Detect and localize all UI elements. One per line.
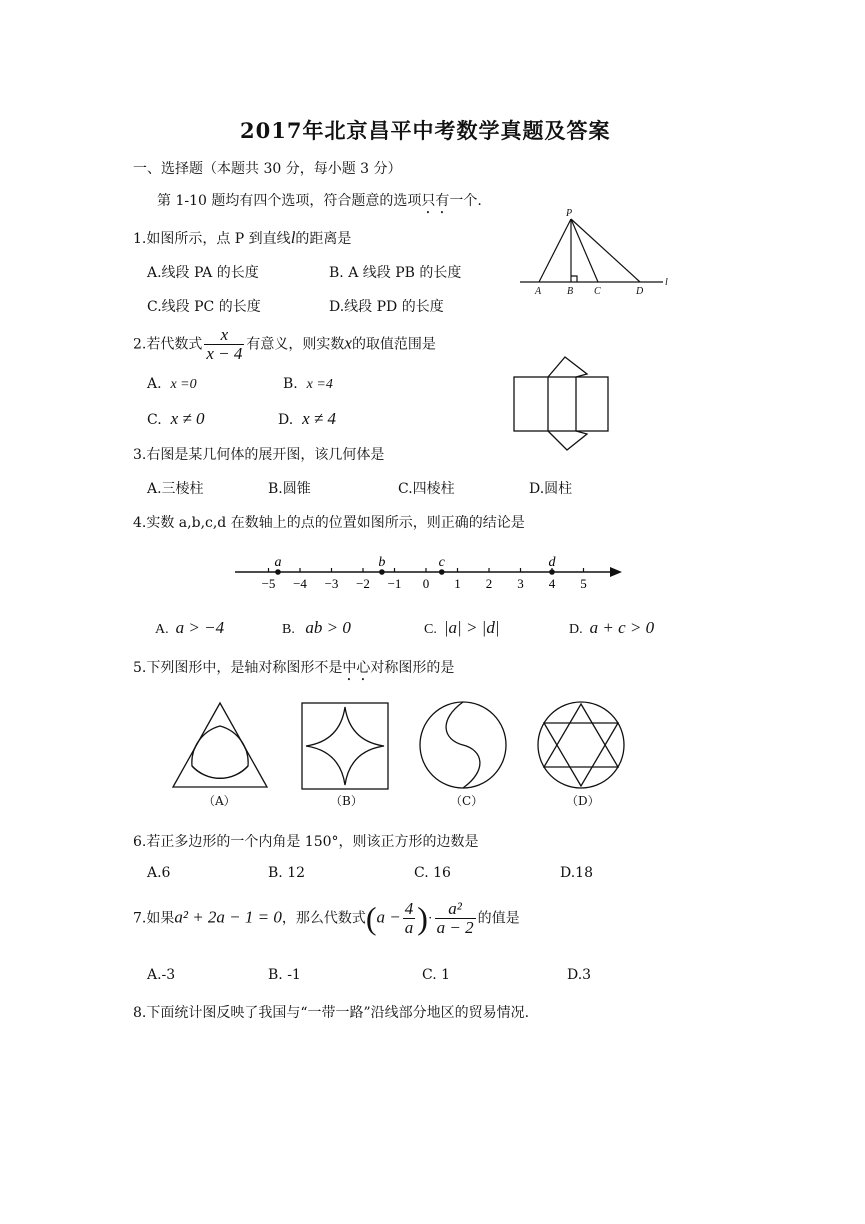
label-d: D bbox=[636, 286, 644, 297]
point-a bbox=[275, 569, 281, 575]
label-l: l bbox=[665, 277, 668, 288]
q1-figure bbox=[515, 205, 675, 300]
q1-option-b: B. A 线段 PB 的长度 bbox=[329, 265, 462, 281]
q2-option-b: B. x =4 bbox=[283, 376, 333, 392]
q2-option-c: C. x ≠ 0 bbox=[147, 409, 205, 428]
q2-frac-den: x − 4 bbox=[206, 344, 243, 363]
net-rect bbox=[514, 377, 608, 431]
label-b: B bbox=[567, 286, 574, 297]
axis-tick-label: 4 bbox=[548, 576, 556, 591]
q3-stem: 3.右图是某几何体的展开图，该几何体是 bbox=[133, 447, 385, 463]
q3-option-b: B.圆锥 bbox=[268, 481, 311, 497]
hexagram-up bbox=[544, 704, 618, 767]
q1-option-a: A.线段 PA 的长度 bbox=[147, 265, 259, 281]
axis-tick-label: 0 bbox=[422, 576, 430, 591]
segment-pa bbox=[539, 219, 571, 282]
reuleaux-arcs bbox=[192, 726, 248, 778]
q5-label-d: （D） bbox=[566, 794, 600, 808]
label-a: A bbox=[535, 286, 542, 297]
label-c: C bbox=[594, 286, 601, 297]
q3-net-figure bbox=[510, 352, 615, 437]
q1-option-c: C.线段 PC 的长度 bbox=[147, 299, 261, 315]
q3-option-a: A.三棱柱 bbox=[147, 481, 204, 497]
q3-option-c: C.四棱柱 bbox=[398, 481, 455, 497]
q7-expr-a: a − bbox=[376, 907, 401, 927]
q6-option-c: C. 16 bbox=[414, 865, 451, 881]
point-label-b: b bbox=[378, 555, 386, 570]
right-angle-mark bbox=[571, 276, 577, 282]
axis-tick-label: 2 bbox=[485, 576, 493, 591]
q2-stem-post: 的取值范围是 bbox=[351, 336, 436, 353]
section-header: 一、选择题（本题共 30 分，每小题 3 分） bbox=[133, 161, 402, 177]
net-bottom-triangle bbox=[548, 431, 587, 450]
hexagram-down bbox=[544, 723, 618, 786]
q7-dot: · bbox=[427, 911, 433, 927]
axis-tick-label: −5 bbox=[261, 576, 276, 591]
axis-tick-label: −2 bbox=[356, 576, 370, 591]
q2-stem-mid: 有意义，则实数 bbox=[246, 336, 345, 353]
q7-option-c: C. 1 bbox=[422, 967, 451, 983]
q2-stem-pre: 2.若代数式 bbox=[133, 336, 203, 353]
q5-figure-c bbox=[418, 700, 508, 790]
q2-stem bbox=[133, 326, 436, 363]
q7-option-d: D.3 bbox=[567, 967, 592, 983]
q7-frac2: $\frac{\text{a²}}{a - 2}$ bbox=[436, 899, 474, 937]
axis-tick-label: 1 bbox=[454, 576, 461, 591]
q7-equation: a² + 2a − 1 = 0 bbox=[174, 907, 282, 927]
q5-stem-post: 对称图形的是 bbox=[370, 660, 455, 676]
axis-tick-label: 3 bbox=[517, 576, 524, 591]
q4-option-b: B. ab > 0 bbox=[282, 618, 351, 637]
axis-arrow bbox=[610, 567, 622, 577]
q4-number-line bbox=[230, 550, 622, 595]
q7-stem-mid: ，那么代数式 bbox=[281, 910, 366, 927]
axis-tick-label: −1 bbox=[387, 576, 402, 591]
point-c bbox=[439, 569, 445, 575]
q5-label-b: （B） bbox=[330, 794, 363, 808]
q5-label-c: （C） bbox=[450, 794, 484, 808]
q6-option-d: D.18 bbox=[560, 865, 593, 881]
q2-option-d: D. x ≠ 4 bbox=[278, 409, 336, 428]
label-p: P bbox=[566, 208, 573, 219]
q6-option-a: A.6 bbox=[147, 865, 171, 881]
q8-stem: 8.下面统计图反映了我国与“一带一路”沿线部分地区的贸易情况. bbox=[133, 1005, 530, 1021]
q2-var: x bbox=[344, 333, 352, 353]
s-curve bbox=[446, 702, 480, 788]
q1-stem bbox=[133, 228, 351, 248]
circle bbox=[538, 702, 624, 788]
axis-tick-label: −4 bbox=[293, 576, 307, 591]
q4-option-d: D. a + c > 0 bbox=[569, 618, 655, 637]
instruction bbox=[157, 190, 482, 217]
q5-figure-b bbox=[300, 701, 390, 791]
q7-frac1: $\frac{4}{a}$ bbox=[404, 899, 414, 937]
q1-option-d: D.线段 PD 的长度 bbox=[329, 299, 444, 315]
q5-figure-a bbox=[170, 700, 270, 792]
q4-option-a: A. a > −4 bbox=[155, 618, 225, 637]
q7-stem-post: 的值是 bbox=[477, 910, 520, 927]
axis-tick-label: 5 bbox=[580, 576, 587, 591]
four-point-star bbox=[306, 707, 384, 785]
q5-stem-pre: 5.下列图形中，是轴对称图形不是 bbox=[133, 660, 343, 676]
q2-frac-num: x bbox=[204, 326, 244, 345]
q7-stem-pre: 7.如果 bbox=[133, 910, 175, 927]
segment-pd bbox=[571, 219, 640, 282]
segment-pc bbox=[571, 219, 598, 282]
q4-stem: 4.实数 a,b,c,d 在数轴上的点的位置如图所示，则正确的结论是 bbox=[133, 515, 525, 531]
point-label-c: c bbox=[438, 555, 445, 570]
page-title: 2017年北京昌平中考数学真题及答案 bbox=[240, 118, 611, 143]
q7-paren-close: ) bbox=[417, 900, 428, 936]
q7-paren-open: ( bbox=[365, 900, 377, 936]
net-top-triangle bbox=[548, 357, 587, 377]
square bbox=[302, 703, 388, 789]
q5-stem bbox=[133, 657, 454, 684]
triangle bbox=[173, 703, 267, 787]
point-label-d: d bbox=[548, 555, 556, 570]
q7-stem bbox=[133, 900, 520, 937]
point-b bbox=[379, 569, 385, 575]
q5-stem-emphasis: 中心 bbox=[342, 660, 371, 676]
q6-stem: 6.若正多边形的一个内角是 150°，则该正方形的边数是 bbox=[133, 834, 479, 850]
q5-figure-d bbox=[536, 700, 626, 790]
q6-option-b: B. 12 bbox=[268, 865, 306, 881]
instruction-emphasis: 只有 bbox=[421, 193, 450, 209]
q5-label-a: （A） bbox=[203, 794, 236, 808]
q2-fraction bbox=[204, 326, 244, 363]
point-d bbox=[549, 569, 555, 575]
q7-option-b: B. -1 bbox=[268, 967, 301, 983]
q1-var: l bbox=[290, 228, 296, 247]
q1-stem-post: 的距离是 bbox=[295, 231, 352, 247]
q1-stem-pre: 1.如图所示，点 P 到直线 bbox=[133, 231, 291, 247]
axis-tick-label: −3 bbox=[324, 576, 339, 591]
point-label-a: a bbox=[274, 555, 282, 570]
q4-option-c: C. |a| > |d| bbox=[424, 618, 500, 637]
q2-option-a: A. x =0 bbox=[147, 376, 197, 392]
instruction-suffix: 一个. bbox=[449, 193, 482, 209]
q3-option-d: D.圆柱 bbox=[529, 481, 573, 497]
q7-option-a: A.-3 bbox=[147, 967, 176, 983]
instruction-prefix: 第 1-10 题均有四个选项，符合题意的选项 bbox=[157, 193, 422, 209]
